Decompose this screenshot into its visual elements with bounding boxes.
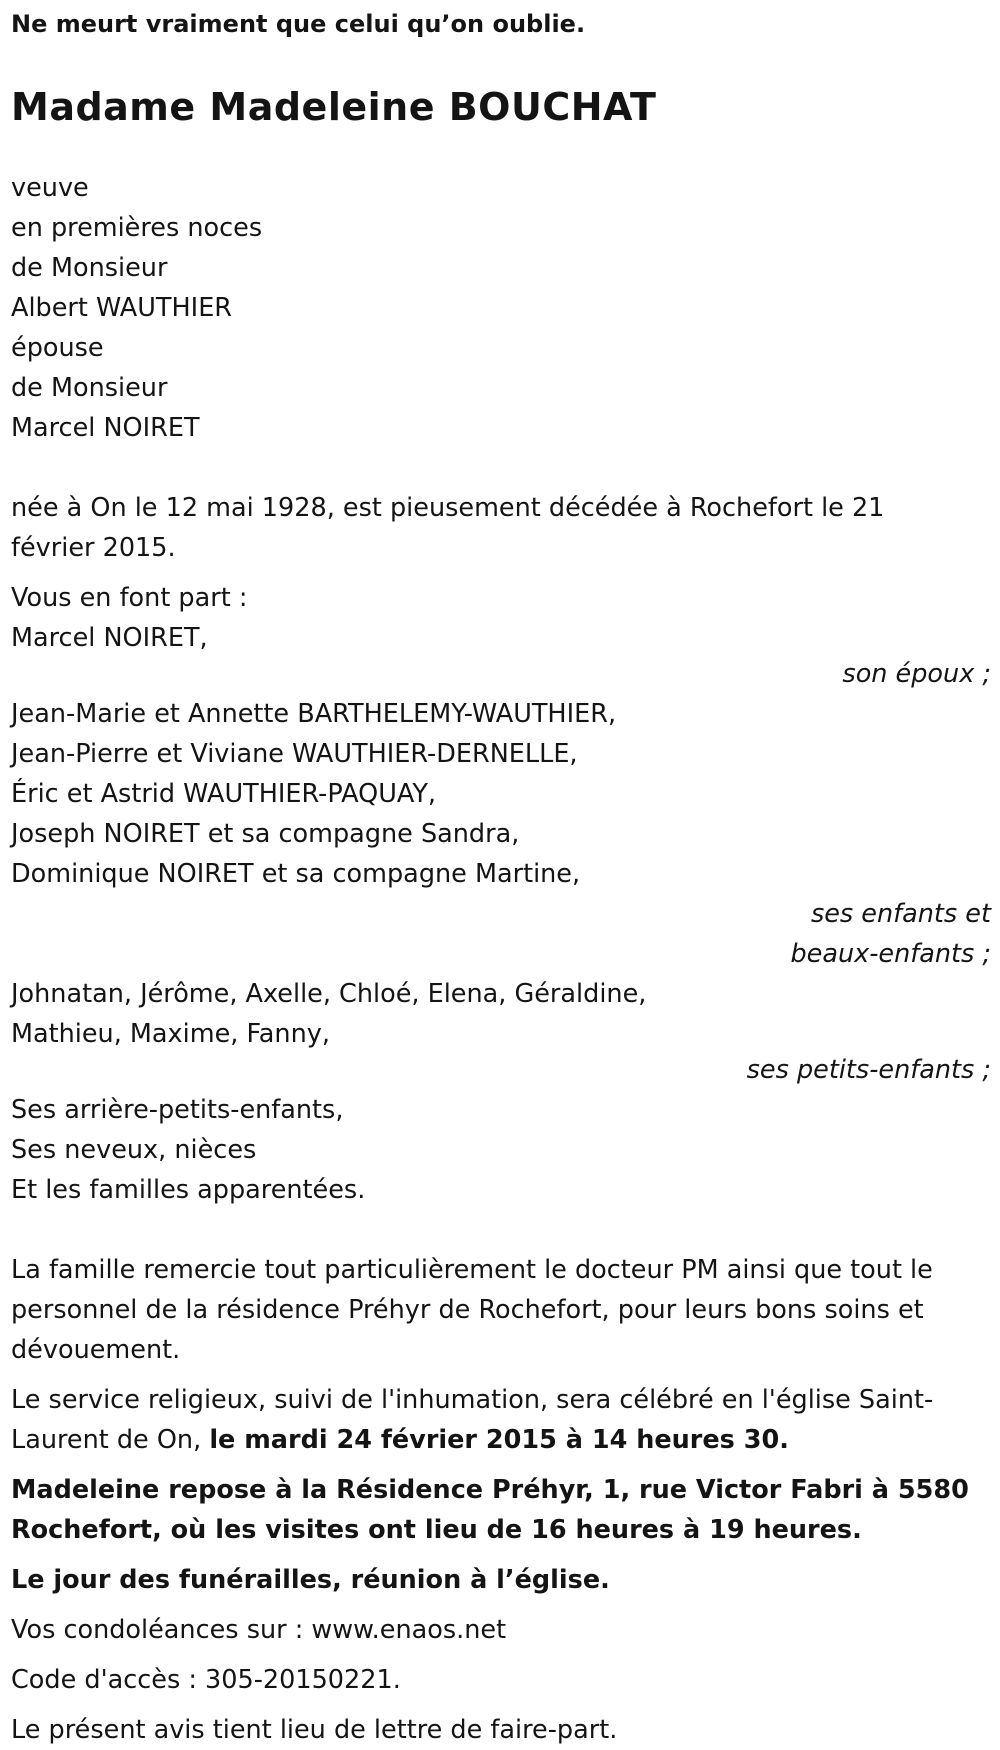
obituary-content: [11, 6, 991, 1750]
marital-line: Marcel NOIRET: [11, 413, 200, 443]
closing-note: Le présent avis tient lieu de lettre de faire-part.: [11, 1715, 618, 1745]
grandchild-names: Mathieu, Maxime, Fanny,: [11, 1019, 330, 1049]
marital-line: veuve: [11, 173, 89, 203]
grandchild-names: Johnatan, Jérôme, Axelle, Chloé, Elena, Géraldine,: [11, 979, 647, 1009]
funeral-day-note: Le jour des funérailles, réunion à l’église.: [11, 1565, 610, 1595]
grandchildren-role: ses petits-enfants ;: [746, 1055, 991, 1085]
relatives-line: Ses neveux, nièces: [11, 1135, 257, 1165]
birth-death-statement: née à On le 12 mai 1928, est pieusement décédée à Rochefort le 21 février 2015.: [11, 493, 885, 563]
service-date: le mardi 24 février 2015 à 14 heures 30.: [209, 1425, 789, 1455]
children-block: [11, 694, 991, 974]
condolences-line: Vos condoléances sur : www.enaos.net: [11, 1615, 507, 1645]
marital-line: de Monsieur: [11, 373, 168, 403]
marital-line: Albert WAUTHIER: [11, 293, 233, 323]
deceased-name: Madame Madeleine BOUCHAT: [11, 85, 657, 129]
spouse-name: Marcel NOIRET,: [11, 623, 208, 653]
spouse-role: son époux ;: [842, 659, 991, 689]
child-name: Jean-Pierre et Viviane WAUTHIER-DERNELLE,: [11, 739, 578, 769]
children-role: beaux-enfants ;: [790, 939, 991, 969]
other-relatives-block: [11, 1090, 991, 1210]
relatives-line: Et les familles apparentées.: [11, 1175, 366, 1205]
child-name: Dominique NOIRET et sa compagne Martine,: [11, 859, 581, 889]
visitation-paragraph: Madeleine repose à la Résidence Préhyr, 1, rue Victor Fabri à 5580 Rochefort, où les visites ont lieu de 16 heures à 19 heures.: [11, 1475, 969, 1545]
children-role: ses enfants et: [810, 899, 991, 929]
epigraph: Ne meurt vraiment que celui qu’on oublie.: [11, 10, 586, 38]
child-name: Jean-Marie et Annette BARTHELEMY-WAUTHIER,: [11, 699, 617, 729]
announcement-block: [11, 578, 991, 694]
marital-line: en premières noces: [11, 213, 263, 243]
announce-intro: Vous en font part :: [11, 583, 248, 613]
grandchildren-block: [11, 974, 991, 1090]
marital-status: [11, 168, 991, 448]
child-name: Éric et Astrid WAUTHIER-PAQUAY,: [11, 779, 437, 809]
marital-line: épouse: [11, 333, 104, 363]
thanks-paragraph: La famille remercie tout particulièrement le docteur PM ainsi que tout le personnel de la résidence Préhyr de Rochefort, pour leurs bons soins et dévouement.: [11, 1255, 933, 1365]
access-code-line: Code d'accès : 305-20150221.: [11, 1665, 401, 1695]
service-paragraph: [11, 1380, 991, 1460]
relatives-line: Ses arrière-petits-enfants,: [11, 1095, 344, 1125]
service-details: Le service religieux, suivi de l'inhumation, sera célébré en l'église Saint-Laurent de On,: [11, 1385, 934, 1455]
child-name: Joseph NOIRET et sa compagne Sandra,: [11, 819, 520, 849]
marital-line: de Monsieur: [11, 253, 168, 283]
